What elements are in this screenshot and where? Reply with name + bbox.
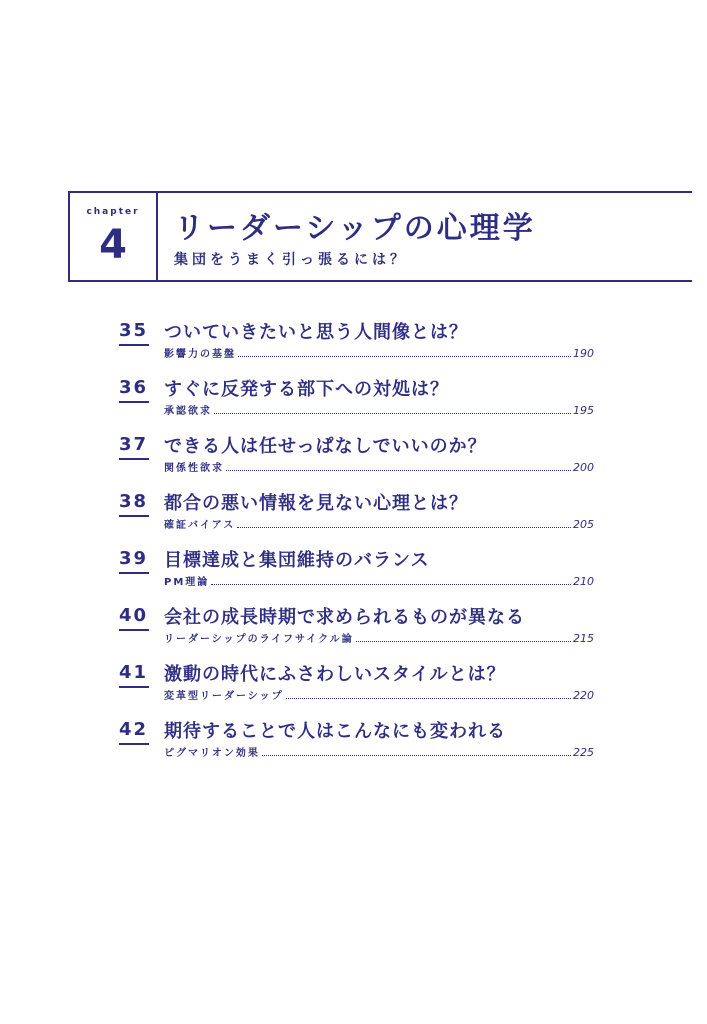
leader-dots [286, 690, 571, 699]
toc-page-number: 225 [573, 746, 594, 759]
toc-leader [164, 345, 594, 360]
chapter-subtitle: 集団をうまく引っ張るには？ [174, 252, 408, 268]
chapter-title: リーダーシップの心理学 [174, 211, 536, 246]
toc-page-number: 205 [573, 518, 594, 531]
toc-number: 37 [119, 434, 149, 455]
chapter-box [70, 193, 158, 280]
toc-title: 都合の悪い情報を見ない心理とは？ [164, 493, 468, 514]
toc-leader [164, 687, 594, 702]
toc-page-number: 200 [573, 461, 594, 474]
toc-keyword: 確証バイアス [164, 520, 236, 531]
toc-keyword: 影響力の基盤 [164, 349, 236, 360]
toc-item[interactable] [119, 717, 594, 774]
toc-leader [164, 573, 594, 588]
toc-keyword: 変革型リーダーシップ [164, 691, 284, 702]
chapter-header [68, 191, 692, 282]
toc-item[interactable] [119, 546, 594, 603]
toc-number-underline [119, 401, 149, 403]
toc-number-underline [119, 686, 149, 688]
toc-title: 会社の成長時期で求められるものが異なる [164, 607, 525, 628]
toc-title: ついていきたいと思う人間像とは？ [164, 322, 468, 343]
toc-leader [164, 630, 594, 645]
toc-number-underline [119, 515, 149, 517]
toc-number: 41 [119, 662, 149, 683]
toc-keyword: PM理論 [164, 577, 210, 588]
toc-leader [164, 744, 594, 759]
toc-keyword: 承認欲求 [164, 406, 212, 417]
toc-item[interactable] [119, 489, 594, 546]
toc-number-underline [119, 743, 149, 745]
chapter-label: chapter [86, 207, 140, 217]
toc-number: 40 [119, 605, 149, 626]
toc-item[interactable] [119, 432, 594, 489]
toc-title: 期待することで人はこんなにも変われる [164, 721, 506, 742]
toc-page-number: 215 [573, 632, 594, 645]
toc-title: できる人は任せっぱなしでいいのか？ [164, 436, 487, 457]
leader-dots [262, 747, 571, 756]
leader-dots [214, 405, 571, 414]
toc-leader [164, 459, 594, 474]
toc-number-underline [119, 572, 149, 574]
toc-item[interactable] [119, 660, 594, 717]
toc-number-underline [119, 344, 149, 346]
table-of-contents [119, 318, 594, 774]
toc-number: 36 [119, 377, 149, 398]
toc-title: すぐに反発する部下への対処は？ [164, 379, 449, 400]
toc-page-number: 210 [573, 575, 594, 588]
leader-dots [356, 633, 571, 642]
toc-item[interactable] [119, 375, 594, 432]
toc-keyword: ピグマリオン効果 [164, 748, 260, 759]
toc-leader [164, 516, 594, 531]
toc-page-number: 220 [573, 689, 594, 702]
toc-number-underline [119, 629, 149, 631]
toc-number: 35 [119, 320, 149, 341]
toc-number: 38 [119, 491, 149, 512]
toc-item[interactable] [119, 318, 594, 375]
chapter-number: 4 [99, 222, 127, 268]
toc-page-number: 195 [573, 404, 594, 417]
toc-keyword: リーダーシップのライフサイクル論 [164, 634, 354, 645]
leader-dots [226, 462, 571, 471]
toc-number-underline [119, 458, 149, 460]
toc-leader [164, 402, 594, 417]
toc-keyword: 関係性欲求 [164, 463, 224, 474]
toc-title: 激動の時代にふさわしいスタイルとは？ [164, 664, 506, 685]
leader-dots [211, 576, 571, 585]
toc-number: 39 [119, 548, 149, 569]
toc-page-number: 190 [573, 347, 594, 360]
leader-dots [238, 348, 571, 357]
toc-title: 目標達成と集団維持のバランス [164, 550, 430, 571]
toc-number: 42 [119, 719, 149, 740]
toc-item[interactable] [119, 603, 594, 660]
leader-dots [237, 519, 571, 528]
